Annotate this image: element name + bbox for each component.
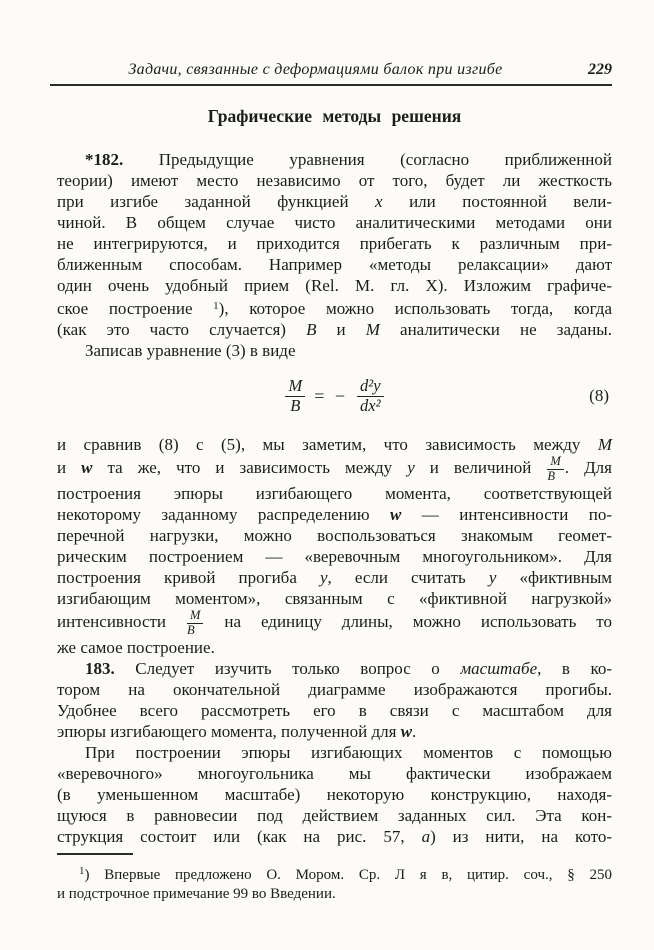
text-segment: Предыдущие уравнения (согласно приближенной bbox=[123, 150, 612, 169]
text-segment: изгибающим моментом», связанным с «фиктивной нагрузкой» bbox=[57, 589, 612, 608]
text-line bbox=[57, 212, 612, 233]
text-segment: . Для bbox=[564, 457, 612, 477]
text-segment: тором на окончательной диаграмме изображаются прогибы. bbox=[57, 680, 612, 699]
text-line bbox=[57, 609, 612, 637]
text-line bbox=[57, 862, 612, 885]
text-line bbox=[57, 567, 612, 588]
paragraph-182 bbox=[57, 149, 612, 340]
paragraph-group-before-equation bbox=[57, 149, 612, 361]
text-segment: щуюся в равновесии под действием заданных сил. Эта кон- bbox=[57, 806, 612, 825]
text-segment: теории) имеют место независимо от того, будет ли жесткость bbox=[57, 171, 612, 190]
text-segment: M bbox=[365, 320, 380, 339]
text-line bbox=[57, 254, 612, 275]
text-line bbox=[57, 296, 612, 319]
fraction-denominator: B bbox=[290, 396, 301, 415]
text-segment: эпюры изгибающего момента, полученной для bbox=[57, 722, 401, 741]
text-line bbox=[57, 742, 612, 763]
text-segment: некоторому заданному распределению bbox=[57, 505, 391, 524]
text-segment: При построении эпюры изгибающих моментов с помощью bbox=[85, 743, 612, 762]
text-segment: 183. bbox=[85, 659, 115, 678]
text-segment: x bbox=[375, 192, 383, 211]
text-line bbox=[57, 483, 612, 504]
text-segment: и bbox=[316, 320, 366, 339]
text-segment: 1 bbox=[79, 865, 85, 877]
text-segment: ) из нити, на кото- bbox=[430, 827, 612, 846]
fraction-d2y-over-dx2 bbox=[357, 377, 384, 415]
text-line bbox=[57, 721, 612, 742]
running-head bbox=[50, 60, 612, 86]
text-line bbox=[57, 885, 612, 904]
text-segment: , в ко- bbox=[537, 659, 613, 678]
text-segment: «веревочного» многоугольника мы фактически изображаем bbox=[57, 764, 612, 783]
text-segment: аналитически не заданы. bbox=[379, 320, 612, 339]
text-segment: (как это часто случается) bbox=[57, 320, 307, 339]
text-segment: при изгибе заданной функцией bbox=[57, 192, 376, 211]
text-segment: ближенным способам. Например «методы релаксации» дают bbox=[57, 255, 612, 274]
text-segment: , если считать bbox=[327, 568, 489, 587]
fraction-numerator: M bbox=[285, 377, 305, 397]
text-segment: та же, что и зависимость между bbox=[92, 457, 408, 477]
text-segment: или постоянной вели- bbox=[382, 192, 612, 211]
fraction-denominator: dx² bbox=[360, 396, 381, 415]
footnote bbox=[57, 853, 612, 904]
text-segment: (в уменьшенном масштабе) некоторую конструкцию, находя- bbox=[57, 785, 612, 804]
inline-fraction: $\frac{M}{B}$ bbox=[547, 455, 563, 483]
text-segment: масштабе bbox=[460, 659, 538, 678]
text-segment: перечной нагрузки, можно воспользоваться знакомым геомет- bbox=[57, 526, 612, 545]
text-segment: ское построение bbox=[57, 299, 214, 318]
text-line bbox=[57, 805, 612, 826]
text-line bbox=[57, 588, 612, 609]
text-segment: w bbox=[390, 505, 402, 524]
text-segment: — интенсивности по- bbox=[401, 505, 612, 524]
text-line bbox=[57, 763, 612, 784]
text-segment: и величиной bbox=[414, 457, 547, 477]
footnote-rule bbox=[57, 853, 133, 855]
text-segment: чиной. В общем случае чисто аналитическими методами они bbox=[57, 213, 612, 232]
text-line bbox=[57, 455, 612, 483]
text-segment: Следует изучить только вопрос о bbox=[114, 659, 461, 678]
text-segment: Записав уравнение (3) в виде bbox=[85, 341, 296, 360]
equation-operator: = − bbox=[314, 385, 349, 406]
text-segment: «фиктивным bbox=[496, 568, 613, 587]
text-segment: w bbox=[81, 457, 93, 477]
text-line bbox=[57, 826, 612, 847]
text-line bbox=[57, 340, 612, 361]
text-segment: интенсивности bbox=[57, 611, 186, 631]
text-segment: Удобнее всего рассмотреть его в связи с масштабом для bbox=[57, 701, 612, 720]
text-segment: и bbox=[57, 457, 82, 477]
text-line bbox=[57, 149, 612, 170]
text-line bbox=[57, 637, 612, 658]
text-segment: y bbox=[407, 457, 415, 477]
text-segment: B bbox=[306, 320, 317, 339]
text-segment: w bbox=[400, 722, 413, 741]
text-segment: и сравнив (8) с (5), мы заметим, что зависимость между bbox=[57, 435, 598, 454]
text-segment: ), которое можно использовать тогда, когда bbox=[218, 299, 612, 318]
text-segment: 1 bbox=[213, 300, 219, 312]
text-line bbox=[57, 546, 612, 567]
body-text bbox=[57, 149, 612, 847]
equation-number: (8) bbox=[589, 386, 609, 405]
text-segment: струкция состоит или (как на рис. 57, bbox=[57, 827, 422, 846]
section-heading: Графические методы решения bbox=[207, 106, 462, 126]
text-segment: . bbox=[412, 722, 417, 741]
text-segment: ) Впервые предложено О. Мором. Ср. Л я в, цитир. соч., § 250 bbox=[84, 867, 612, 883]
text-segment: рическим построением — «веревочным многоугольником». Для bbox=[57, 547, 612, 566]
paragraph-zapisav bbox=[57, 340, 612, 361]
text-segment: один очень удобный прием (Rel. М. гл. X). Изложим графиче- bbox=[57, 276, 612, 295]
text-segment: а bbox=[421, 827, 431, 846]
paragraph-compare bbox=[57, 434, 612, 658]
text-segment: y bbox=[488, 568, 497, 587]
equation-body bbox=[285, 377, 383, 415]
paragraph-pri-postroenii bbox=[57, 742, 612, 847]
text-segment: построения эпюры изгибающего момента, соответствующей bbox=[57, 484, 612, 503]
running-head-title: Задачи, связанные с деформациями балок при изгибе bbox=[128, 61, 503, 78]
text-line bbox=[57, 233, 612, 254]
text-line bbox=[57, 191, 612, 212]
text-segment: y bbox=[319, 568, 328, 587]
paragraph-group-after-equation bbox=[57, 434, 612, 847]
text-line bbox=[57, 434, 612, 455]
text-segment: построения кривой прогиба bbox=[57, 568, 320, 587]
fraction-numerator: d²y bbox=[357, 377, 384, 397]
text-segment: на единицу длины, можно использовать то bbox=[204, 611, 613, 631]
inline-fraction: $\frac{M}{B}$ bbox=[187, 609, 203, 637]
footnote-lines bbox=[57, 862, 612, 904]
paragraph-183 bbox=[57, 658, 612, 742]
text-line bbox=[57, 525, 612, 546]
text-line bbox=[57, 658, 612, 679]
fraction-M-over-B bbox=[285, 377, 305, 415]
text-line bbox=[57, 784, 612, 805]
text-line bbox=[57, 700, 612, 721]
text-line bbox=[57, 170, 612, 191]
text-line bbox=[57, 319, 612, 340]
text-line bbox=[57, 275, 612, 296]
text-segment: и подстрочное примечание 99 во Введении. bbox=[57, 886, 336, 902]
text-segment: же самое построение. bbox=[57, 638, 215, 657]
text-segment: M bbox=[597, 435, 612, 454]
text-segment: не интегрируются, и приходится прибегать к различным при- bbox=[57, 234, 612, 253]
equation-8 bbox=[57, 370, 612, 422]
text-line bbox=[57, 679, 612, 700]
text-segment: *182. bbox=[85, 150, 124, 169]
text-line bbox=[57, 504, 612, 525]
page-number: 229 bbox=[588, 61, 612, 78]
